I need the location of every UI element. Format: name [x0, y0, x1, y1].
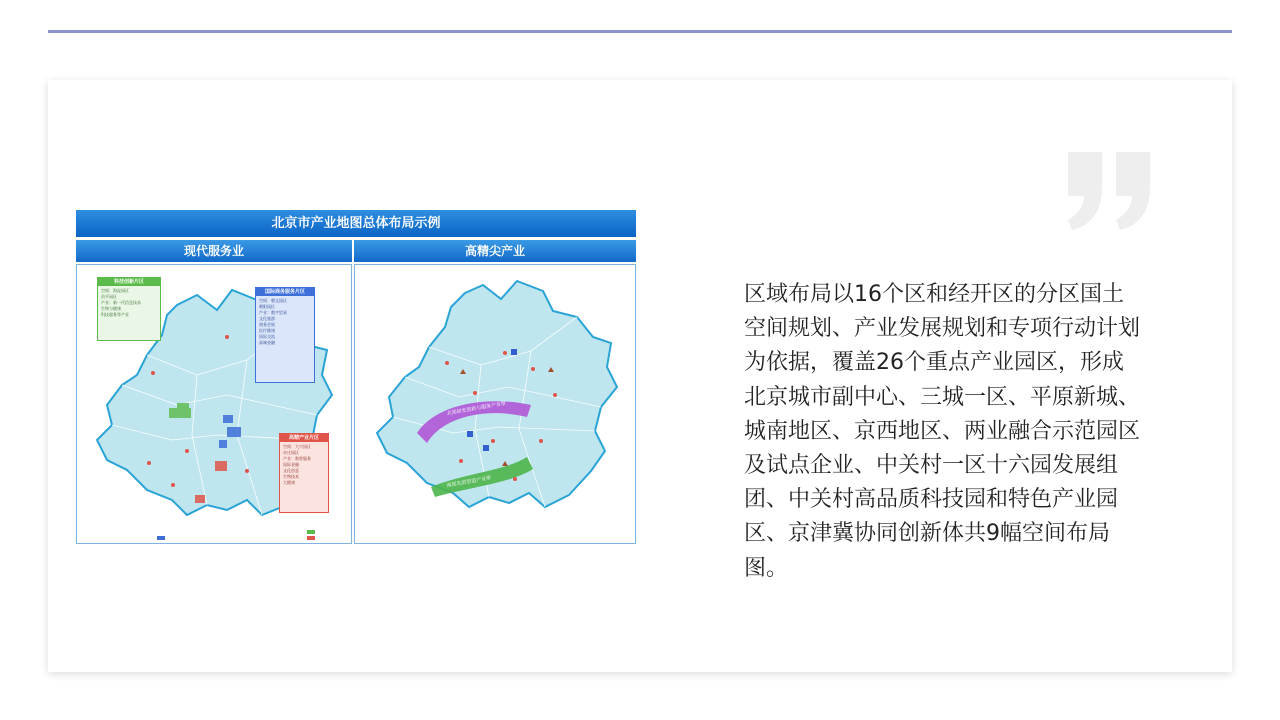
legend-line: 产业：数智服务: [283, 456, 311, 461]
legend-line: 医疗健康: [259, 328, 275, 333]
legend-line: 国际金融: [283, 462, 299, 467]
legend-line: 文化创意: [283, 468, 299, 473]
legend-line: 产业：数字贸易: [259, 310, 287, 315]
legend-line: 昌平园区: [101, 294, 117, 299]
legend-line: 生物技术: [283, 474, 299, 479]
right-map-panel: [354, 264, 636, 544]
intl-business-box: [255, 287, 315, 383]
intl-business-title: 国际商务服务片区: [256, 288, 314, 296]
legend-line: 生物与健康: [101, 306, 121, 311]
legend-line: 亦庄园区: [283, 450, 299, 455]
legend-line: 空间：大兴园区: [283, 444, 311, 449]
high-tech-title: 高精产业片区: [280, 434, 328, 442]
legend-line: 空间：朝文园区: [259, 298, 287, 303]
legend-line: 科技服务等产业: [101, 312, 129, 317]
right-district-map: [355, 265, 635, 543]
south-band-label: 南部先进智造产业带: [446, 475, 492, 489]
figure-title: 北京市产业地图总体布局示例: [76, 210, 636, 237]
legend-line: 大健康: [283, 480, 295, 485]
right-panel-title: 高精尖产业: [354, 240, 636, 262]
legend-line: 国际交流: [259, 334, 275, 339]
high-tech-box: [279, 433, 329, 513]
quote-mark-icon: [1060, 140, 1160, 240]
legend-line: 高端金融: [259, 340, 275, 345]
legend-line: 空间：海淀园区: [101, 288, 129, 293]
left-map-panel: [76, 264, 352, 544]
legend-line: 产业：新一代信息技术: [101, 300, 141, 305]
tech-innovation-box: [97, 277, 161, 341]
legend-footer: [157, 530, 315, 540]
description-paragraph: 区域布局以16个区和经开区的分区国土空间规划、产业发展规划和专项行动计划为依据，覆盖26个重点产业园区，形成北京城市副中心、三城一区、平原新城、城南地区、京西地区、两业融合示范园区及试点企业、中关村一区十六园发展组团、中关村高品质科技园和特色产业园区、京津冀协同创新体共9幅空间布局图。: [744, 282, 1141, 581]
top-rule: [48, 30, 1232, 33]
north-band-label: 北部研发创新与服务产业带: [446, 400, 507, 417]
left-panel-title: 现代服务业: [76, 240, 352, 262]
legend-line: 文化旅游: [259, 316, 275, 321]
beijing-industry-map-figure: [76, 210, 636, 546]
legend-line: 商务会展: [259, 322, 275, 327]
tech-innovation-title: 科技创新片区: [98, 278, 160, 286]
legend-line: 朝阳园区: [259, 304, 275, 309]
